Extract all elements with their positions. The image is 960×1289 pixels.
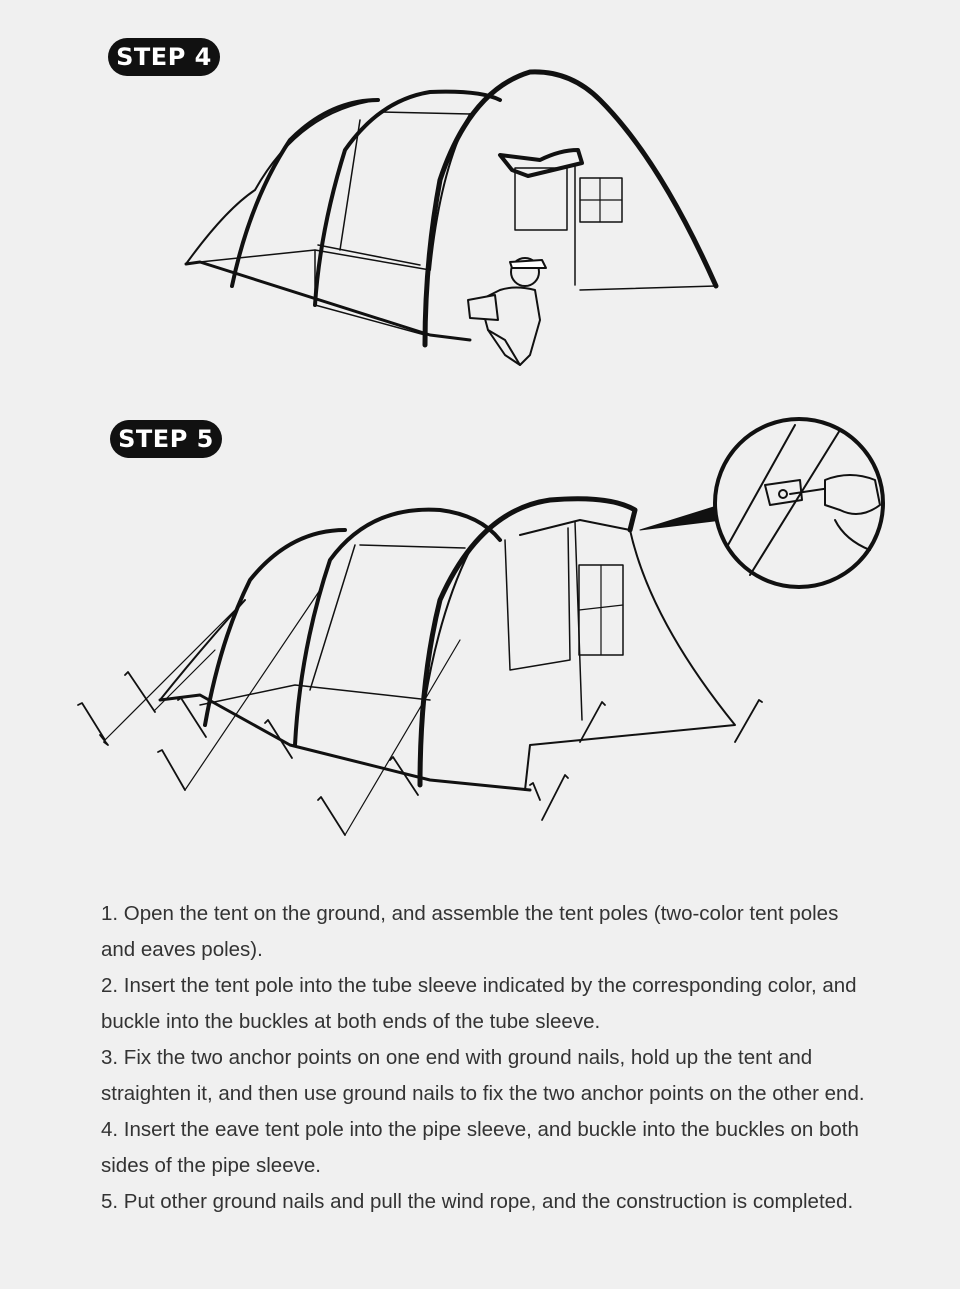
instructions <box>101 896 871 1220</box>
instruction-step-1: 1. Open the tent on the ground, and assemble the tent poles (two-color tent poles and eaves poles). <box>101 902 839 961</box>
instruction-step-5: 5. Put other ground nails and pull the wind rope, and the construction is completed. <box>101 1190 854 1213</box>
instruction-step-2: 2. Insert the tent pole into the tube sleeve indicated by the corresponding color, and buckle into the buckles at both ends of the tube sleeve. <box>101 974 857 1033</box>
step-4-badge: STEP 4 <box>108 38 220 76</box>
instruction-step-4: 4. Insert the eave tent pole into the pipe sleeve, and buckle into the buckles on both sides of the pipe sleeve. <box>101 1118 859 1177</box>
instruction-step-3: 3. Fix the two anchor points on one end with ground nails, hold up the tent and straighten it, and then use ground nails to fix the two anchor points on the other end. <box>101 1046 865 1105</box>
step-5-badge: STEP 5 <box>110 420 222 458</box>
